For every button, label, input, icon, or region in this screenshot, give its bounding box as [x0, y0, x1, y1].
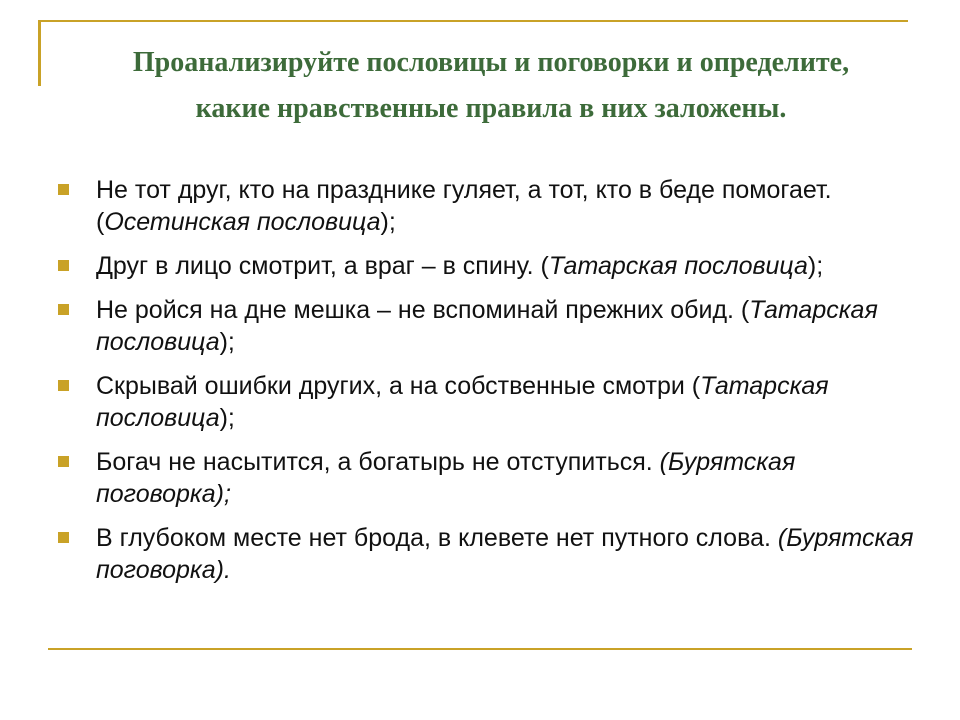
list-item	[58, 522, 918, 586]
frame-bottom-line	[48, 648, 912, 650]
proverb-source: Татарская пословица	[548, 252, 808, 280]
list-item	[58, 174, 918, 238]
proverb-text: В глубоком месте нет брода, в клевете нет путного слова.	[96, 524, 778, 552]
proverb-text: Не ройся на дне мешка – не вспоминай прежних обид. (	[96, 296, 750, 324]
frame-vertical-line	[38, 20, 41, 86]
square-bullet-icon	[58, 532, 69, 543]
proverb-tail: );	[219, 328, 235, 356]
square-bullet-icon	[58, 456, 69, 467]
proverb-text: Друг в лицо смотрит, а враг – в спину. (	[96, 252, 549, 280]
list-item	[58, 294, 918, 358]
square-bullet-icon	[58, 380, 69, 391]
proverb-list	[58, 174, 918, 598]
proverb-source: Осетинская пословица	[104, 208, 381, 236]
slide-title: Проанализируйте пословицы и поговорки и определите, какие нравственные правила в них заложены.	[132, 47, 850, 124]
square-bullet-icon	[58, 260, 69, 271]
proverb-tail: );	[219, 404, 235, 432]
square-bullet-icon	[58, 184, 69, 195]
proverb-source: (Бурятская поговорка).	[96, 524, 914, 584]
proverb-tail: );	[380, 208, 396, 236]
list-item	[58, 250, 918, 282]
list-item	[58, 370, 918, 434]
proverb-text: Богач не насытится, а богатырь не отступиться.	[96, 448, 660, 476]
proverb-source: Татарская пословица	[96, 372, 829, 432]
proverb-text: Не тот друг, кто на празднике гуляет, а тот, кто в беде помогает. (	[96, 176, 832, 236]
square-bullet-icon	[58, 304, 69, 315]
frame-top-line	[38, 20, 908, 22]
list-item	[58, 446, 918, 510]
proverb-source: Татарская пословица	[96, 296, 878, 356]
proverb-tail: );	[807, 252, 824, 280]
proverb-text: Скрывай ошибки других, а на собственные смотри (	[96, 372, 701, 400]
proverb-source: (Бурятская поговорка);	[96, 448, 796, 508]
